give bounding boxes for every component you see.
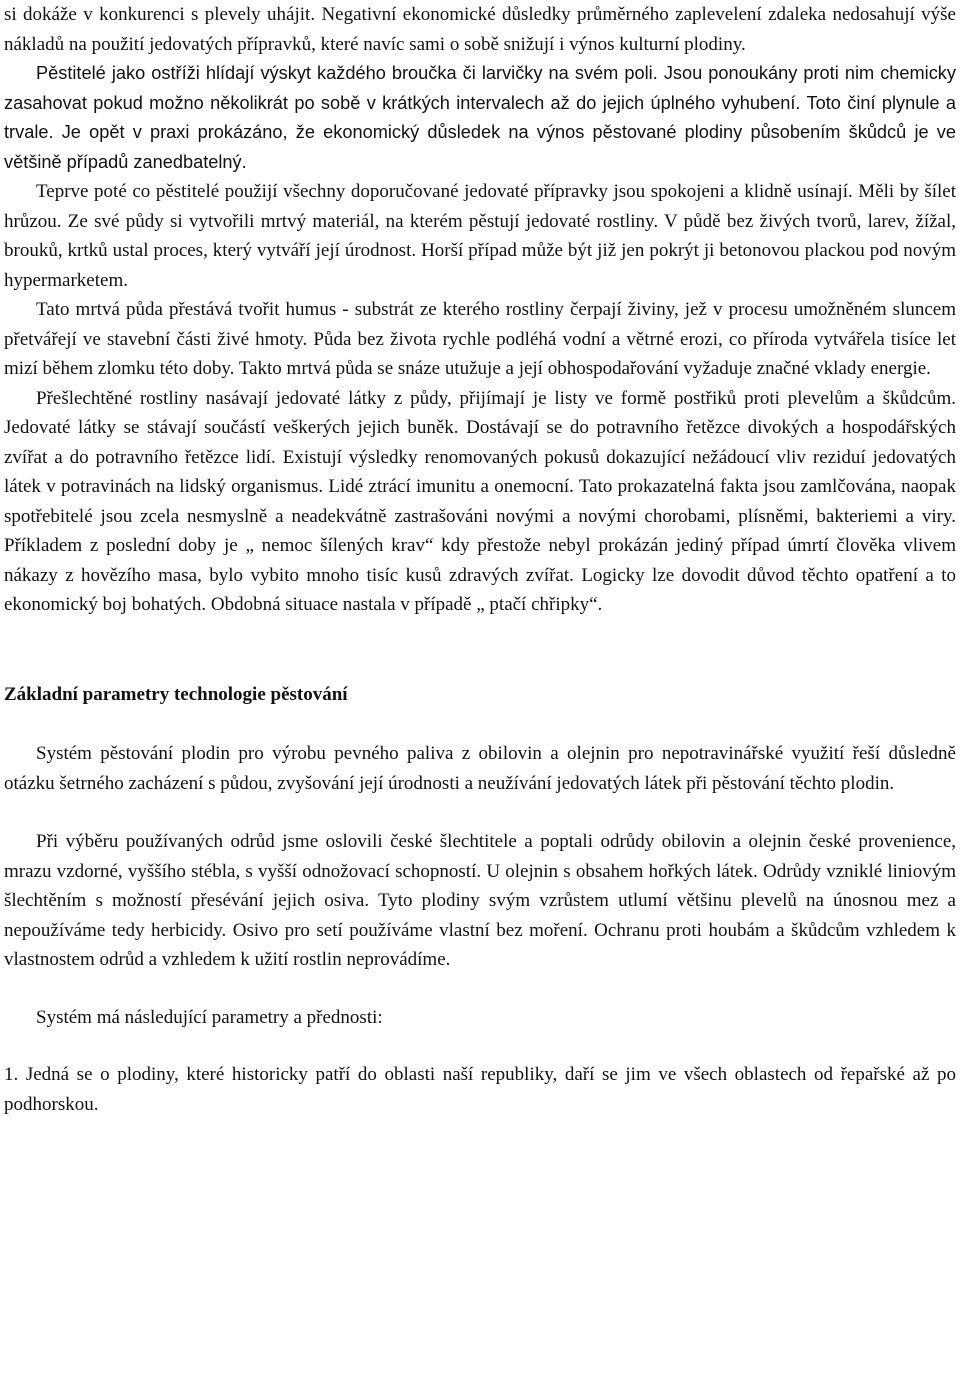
paragraph-2: Pěstitelé jako ostříži hlídají výskyt každého broučka či larvičky na svém poli. Jsou ponoukány proti nim chemicky zasahovat pokud možno několikrát po sobě v krátkých intervalech až do jejich úplného vyhubení. Toto činí plynule a trvale. Je opět v praxi prokázáno, že ekonomický důsledek na výnos pěstované plodiny působením škůdců je ve většině případů zanedbatelný. xyxy=(4,63,956,172)
section-paragraph-2: Při výběru používaných odrůd jsme oslovili české šlechtitele a poptali odrůdy obilovin a olejnin české provenience, mrazu vzdorné, vyššího stébla, s vyšší odnožovací schopností. U olejnin s obsahem hořkých látek. Odrůdy vzniklé liniovým šlechtěním s možností přesévání jejich osiva. Tyto plodiny svým vzrůstem utlumí většinu plevelů na únosnou mez a nepoužíváme tedy herbicidy. Osivo pro setí používáme vlastní bez moření. Ochranu proti houbám a škůdcům vzhledem k vlastnostem odrůd a vzhledem k užití rostlin neprovádíme. xyxy=(4,831,956,970)
section-paragraph-1: Systém pěstování plodin pro výrobu pevného paliva z obilovin a olejnin pro nepotravinářské využití řeší důsledně otázku šetrného zacházení s půdou, zvyšování její úrodnosti a neužívání jedovatých látek při pěstování těchto plodin. xyxy=(4,743,956,794)
section-heading: Základní parametry technologie pěstování xyxy=(4,683,348,705)
section-paragraph-3: Systém má následující parametry a přednosti: xyxy=(36,1006,383,1028)
list-item-1: 1. Jedná se o plodiny, které historicky patří do oblasti naší republiky, daří se jim ve všech oblastech od řepařské až po podhorskou. xyxy=(4,1064,956,1115)
document-page xyxy=(4,0,956,1119)
paragraph-3: Teprve poté co pěstitelé použijí všechny doporučované jedovaté přípravky jsou spokojeni a klidně usínají. Měli by šílet hrůzou. Ze své půdy si vytvořili mrtvý materiál, na kterém pěstují jedovaté rostliny. V půdě bez živých tvorů, larev, žížal, brouků, krtků ustal proces, který vytváří její úrodnost. Horší případ může být již jen pokrýt ji betonovou plackou pod novým hypermarketem. xyxy=(4,181,956,291)
paragraph-4: Tato mrtvá půda přestává tvořit humus - substrát ze kterého rostliny čerpají živiny, jež v procesu umožněném sluncem přetvářejí ve stavební části živé hmoty. Půda bez života rychle podléhá vodní a větrné erozi, co příroda vytvářela tisíce let mizí během zlomku této doby. Takto mrtvá půda se snáze utužuje a její obhospodařování vyžaduje značné vklady energie. xyxy=(4,299,956,379)
paragraph-5: Přešlechtěné rostliny nasávají jedovaté látky z půdy, přijímají je listy ve formě postřiků proti plevelům a škůdcům. Jedovaté látky se stávají součástí veškerých jejich buněk. Dostávají se do potravního řetězce divokých a hospodářských zvířat a do potravního řetězce lidí. Existují výsledky renomovaných pokusů dokazující nežádoucí vliv reziduí jedovatých látek v potravinách na lidský organismus. Lidé ztrácí imunitu a onemocní. Tato prokazatelná fakta jsou zamlčována, naopak spotřebitelé jsou zcela nesmyslně a neadekvátně zastrašováni novými a novými chorobami, plísněmi, bakteriemi a viry. Příkladem z poslední doby je „ nemoc šílených krav“ kdy přestože nebyl prokázán jediný případ úmrtí člověka vlivem nákazy z hovězího masa, bylo vybito mnoho tisíc kusů zdravých zvířat. Logicky lze dovodit důvod těchto opatření a to ekonomický boj bohatých. Obdobná situace nastala v případě „ ptačí chřipky“. xyxy=(4,387,956,615)
paragraph-1: si dokáže v konkurenci s plevely uhájit. Negativní ekonomické důsledky průměrného zaplevelení zdaleka nedosahují výše nákladů na použití jedovatých přípravků, které navíc sami o sobě snižují i výnos kulturní plodiny. xyxy=(4,4,956,55)
